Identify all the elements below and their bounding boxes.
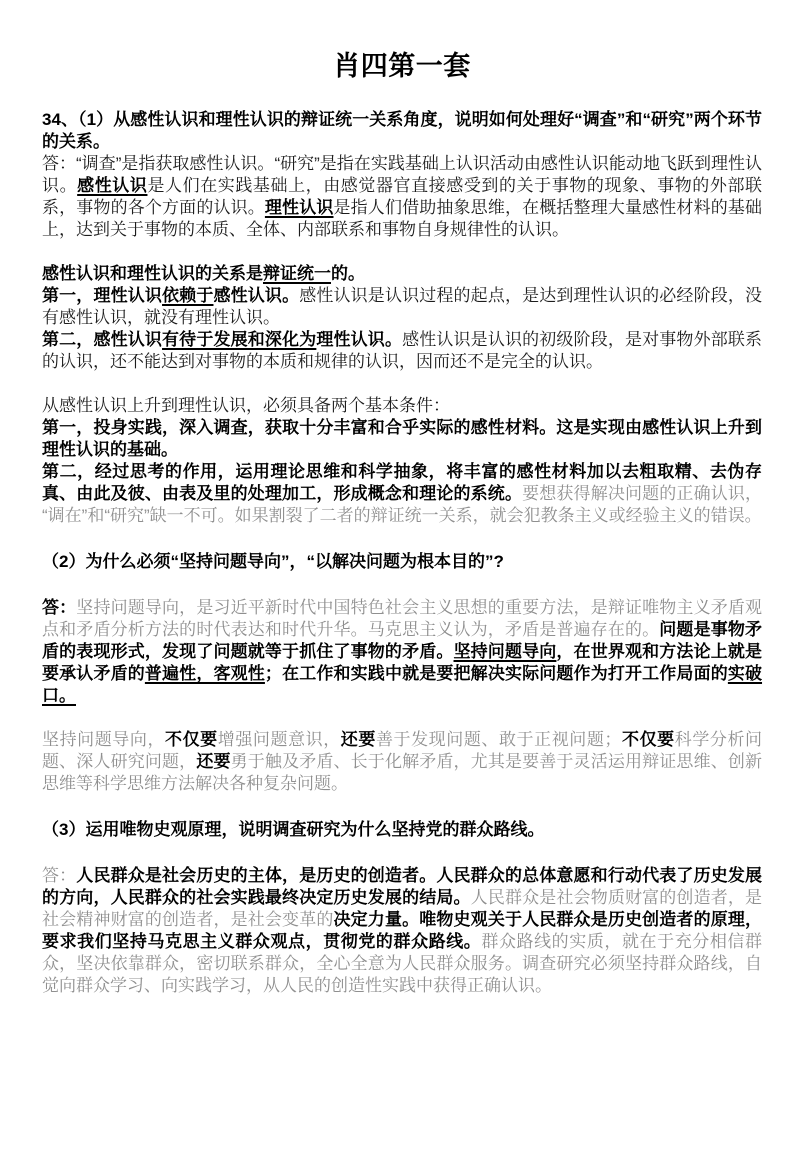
text-run: 感性认识是认识的初级阶段，是对事物外部联系的认识，还不能达到对事物的本质和规律的认识，因而还不是完全的认识。 <box>42 330 763 371</box>
text-run: 是人们在实践基础上，由感觉器官直接感受到的关于事物的现象、事物的外部联系，事物的各个方面的认识。 <box>42 176 763 217</box>
text-run: 是指人们借助抽象思维，在概括整理大量感性材料的基础上，达到关于事物的本质、全体、内部联系和事物自身规律性的认识。 <box>42 198 763 239</box>
text-run: 34、（1）从感性认识和理性认识的辩证统一关系角度，说明如何处理好“调查”和“研究”两个环节的关系。 <box>42 110 762 151</box>
answer-1-point-second <box>42 329 762 373</box>
document-page <box>0 44 800 1175</box>
text-run: 答： <box>42 598 77 617</box>
text-run: ，在世界观和方法论上就是要承认矛盾的 <box>42 642 763 683</box>
text-run: 科学分析问题、深人研究问题， <box>42 730 763 771</box>
answer-1-paragraph-1 <box>42 153 762 241</box>
question-3-heading <box>42 819 762 841</box>
text-run: 依赖于 <box>162 286 214 305</box>
text-run: 人民群众是社会物质财富的创造者，是社会精神财富的创造者，是社会变革的 <box>42 888 763 929</box>
text-run: 感性认识 <box>77 176 148 195</box>
text-run: 不仅要 <box>165 730 218 749</box>
text-run: 第一，投身实践，深入调查，获取十分丰富和合乎实际的感性材料。这是实现由感性认识上升到理性认识的基础。 <box>42 418 762 459</box>
text-run: 有待于发展和深化为 <box>162 330 317 349</box>
text-run: 群众路线的实质，就在于充分相信群众，坚决依靠群众，密切联系群众，全心全意为人民群众服务。调查研究必须坚持群众路线，自觉向群众学习、向实践学习，从人民的创造性实践中获得正确认识。 <box>42 932 762 995</box>
answer-2-paragraph-1 <box>42 597 762 707</box>
answer-2-paragraph-2 <box>42 729 762 795</box>
text-run: 感性认识。 <box>213 286 300 305</box>
text-run: 第一，理性认识 <box>42 286 163 305</box>
text-run: 增强问题意识， <box>217 730 341 749</box>
text-run: 实破口。 <box>42 664 763 705</box>
answer-1-conditions-intro <box>42 395 762 417</box>
answer-1-condition-first <box>42 417 762 461</box>
text-run: 不仅要 <box>621 730 675 749</box>
text-run: 坚持问题导向，是习近平新时代中国特色社会主义思想的重要方法，是辩证唯物主义矛盾观点和矛盾分析方法的时代表达和时代升华。马克思主义认为，矛盾是普遍存在的。 <box>42 598 763 639</box>
question-2-heading <box>42 551 762 573</box>
text-run: 第二，经过思考的作用，运用理论思维和科学抽象，将丰富的感性材料加以去粗取精、去伪存真、由此及彼、由表及里的处理加工，形成概念和理论的系统。 <box>42 462 762 503</box>
text-run: 问题是事物矛盾的表现形式，发现了问题就等于抓住了事物的矛盾。 <box>42 620 763 661</box>
text-run: 人民群众是社会历史的主体，是历史的创造者。人民群众的总体意愿和行动代表了历史发展的方向，人民群众的社会实践最终决定历史发展的结局。 <box>42 866 763 907</box>
text-run: 勇于触及矛盾、长于化解矛盾，尤其是要善于灵活运用辩证思维、创新思维等科学思维方法解决各种复杂问题。 <box>42 752 763 793</box>
text-run: 第二，感性认识 <box>42 330 163 349</box>
answer-1-paragraph-3 <box>42 395 762 527</box>
text-run: 感性认识是认识过程的起点，是达到理性认识的必经阶段，没有感性认识，就没有理性认识。 <box>42 286 763 327</box>
text-run: 的。 <box>331 264 365 283</box>
answer-1-paragraph-2 <box>42 263 762 373</box>
text-run: （3）运用唯物史观原理，说明调查研究为什么坚持党的群众路线。 <box>42 820 545 839</box>
text-run: 决定力量。唯物史观关于人民群众是历史创造者的原理，要求我们坚持马克思主义群众观点，贯彻党的群众路线。 <box>42 910 763 951</box>
text-run: 理性认识 <box>264 198 334 217</box>
text-run: 坚持问题导向 <box>453 642 557 661</box>
text-run: 善于发现问题、敢于正视问题； <box>375 730 622 749</box>
text-run: 要想获得解决问题的正确认识，“调在”和“研究”缺一不可。如果割裂了二者的辩证统一关系，就会犯教条主义或经验主义的错误。 <box>42 484 763 525</box>
question-1-heading <box>42 109 762 153</box>
text-run: 感性认识和理性认识的关系是 <box>42 264 263 283</box>
text-run: （2）为什么必须“坚持问题导向”，“以解决问题为根本目的”? <box>42 552 504 571</box>
text-run: 普遍性，客观性 <box>144 664 265 683</box>
text-run: 理性认识。 <box>316 330 403 349</box>
text-run: 从感性认识上升到理性认识，必须具备两个基本条件： <box>42 396 450 415</box>
answer-1-condition-second <box>42 461 762 527</box>
answer-1-point-first <box>42 285 762 329</box>
text-run: 还要 <box>340 730 376 749</box>
text-run: 坚持问题导向， <box>42 730 166 749</box>
answer-1-point-relation <box>42 263 762 285</box>
answer-3-paragraph-1 <box>42 865 762 997</box>
document-title: 肖四第一套 <box>333 51 471 81</box>
text-run: 还要 <box>196 752 231 771</box>
text-run: 答： <box>42 866 77 885</box>
text-run: 答：“调查”是指获取感性认识。“研究”是指在实践基础上认识活动由感性认识能动地飞跃到理性认识。 <box>42 154 762 195</box>
text-run: ；在工作和实践中就是要把解决实际问题作为打开工作局面的 <box>264 664 728 683</box>
text-run: 辩证统一 <box>263 264 331 283</box>
